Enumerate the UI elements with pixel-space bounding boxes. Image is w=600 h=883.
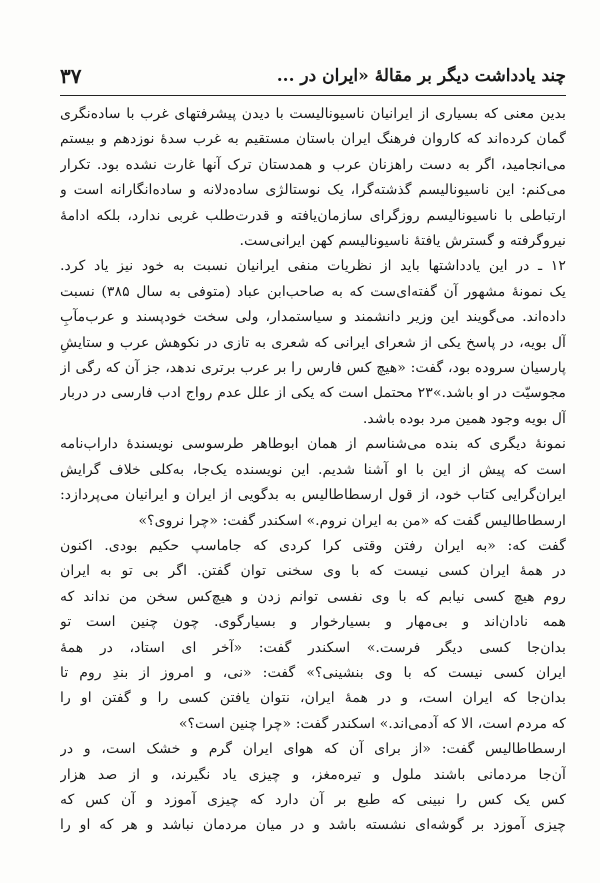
text-line: ۱۲ ـ در این یادداشتها باید از نظریات منفی ایرانیان نسبت به خود نیز یاد کرد. (60, 258, 566, 275)
text-line: است که پیش از این با او آشنا شدیم. این نویسنده یک‌جا، به‌کلی خلاف گرایش (60, 461, 566, 478)
text-line: در همهٔ ایران کسی نیست که با وی سخنی توان گفتن. اگر بی تو به ایران (60, 563, 566, 580)
text-line: بدان‌جا کسی دیگر فرست.» اسکندر گفت: «آخر ای استاد، در همهٔ (60, 639, 566, 656)
text-line: ارسطاطالیس گفت: «از برای آن که هوای ایران گرم و خشک است، و در (60, 741, 566, 758)
text-line: نیروگرفته و گسترش یافتهٔ ناسیونالیسم کهن ایرانی‌ست. (239, 233, 566, 250)
text-line: بدان‌جا که ایران است، و در همهٔ ایران، نتوان یافتن کسی را و گفتن او را (60, 690, 566, 707)
text-line: کس یک کس را نبینی که طبع بر آن دارد که چیزی آموزد و آن کس که (60, 791, 566, 808)
text-line: آل بویه، در پاسخ یکی از شعرای ایرانی که شعری به تازی در نکوهش عرب و ستایشِ (60, 334, 566, 351)
page-number: ۳۷ (60, 64, 82, 88)
text-line: نمونهٔ دیگری که بنده می‌شناسم از همان ابوطاهر طرسوسی نویسندهٔ داراب‌نامه (60, 436, 566, 453)
text-line: مجوسیّت در او باشد.»۲۳ محتمل است که یکی از علل عدم رواج ادب فارسی در دربار (60, 385, 566, 402)
paragraph (60, 432, 566, 839)
text-line: گمان کرده‌اند که کاروان فرهنگ ایران باستان مستقیم به غرب سدهٔ نوزدهم و بیستم (60, 131, 566, 148)
running-title: چند یادداشت دیگر بر مقالهٔ «ایران در ... (276, 66, 566, 86)
text-line: آن‌جا مردمانی باشند ملول و تیره‌مغز، و چیزی یاد نگیرند، و از صد هزار (60, 766, 566, 783)
text-line: ایران کسی نیست که با وی بنشینی؟» گفت: «نی، و امروز از بندِ روم تا (60, 664, 566, 681)
text-line: روم هیچ کسی نیابم که با وی نفسی توانم زدن و هیچ‌کس سخن من نداند که (60, 588, 566, 605)
text-line: ارتباطی با ناسیونالیسم روزگرای سازمان‌یافته و قدرت‌طلب غربی ندارد، بلکه ادامهٔ (60, 207, 566, 224)
text-line: که مردم است، الا که آدمی‌اند.» اسکندر گفت: «چرا چنین است؟» (178, 715, 566, 732)
paragraph (60, 102, 566, 254)
header-rule (60, 95, 566, 96)
text-line: یک نمونهٔ مشهور آن گفته‌ای‌ست که به صاحب‌ابن عباد (متوفی به سال ۳۸۵) نسبت (60, 283, 566, 300)
page-header (60, 62, 566, 96)
body-text (60, 102, 566, 839)
text-line: می‌انجامید، اگر به دست راهزنان عرب و همدستان ترک آنها غارت نشده بود. تکرار (60, 156, 566, 173)
paragraph (60, 254, 566, 432)
text-line: داده‌اند. می‌گویند این وزیر دانشمند و سیاستمدار، ولی سخت خودپسند و عرب‌مآبِ (60, 309, 566, 326)
text-line: ارسطاطالیس گفت که «من به ایران نروم.» اسکندر گفت: «چرا نروی؟» (138, 512, 566, 529)
text-line: گفت که: «به ایران رفتن وقتی کرا کردی که جاماسپ حکیم بودی. اکنون (60, 537, 566, 554)
text-line: همه نادان‌اند و بی‌مهار و بسیارخوار و بسیارگوی. چون چنین است تو (60, 614, 566, 631)
text-line: می‌کنم: این ناسیونالیسم گذشته‌گرا، یک نوستالژی ساده‌دلانه و ساده‌انگارانه است و (60, 182, 566, 199)
text-line: بدین معنی که بسیاری از ایرانیان ناسیونالیست با دیدن پیشرفتهای غرب با ساده‌نگری (60, 106, 566, 122)
text-line: آل بویه وجود همین مرد بوده باشد. (362, 410, 566, 427)
text-line: پارسیان سروده بود، گفت: «هیچ کس فارس را بر عرب برتری ندهد، جز آن که رگی از (60, 360, 566, 377)
text-line: چیزی آموزد بر گوشه‌ای نشسته باشد و در میان مردمان نباشد و هر که او را (60, 817, 566, 834)
text-line: ایران‌گرایی کتاب خود، از قول ارسطاطالیس به بدگویی از ایران و ایرانیان می‌پردازد: (60, 487, 566, 504)
